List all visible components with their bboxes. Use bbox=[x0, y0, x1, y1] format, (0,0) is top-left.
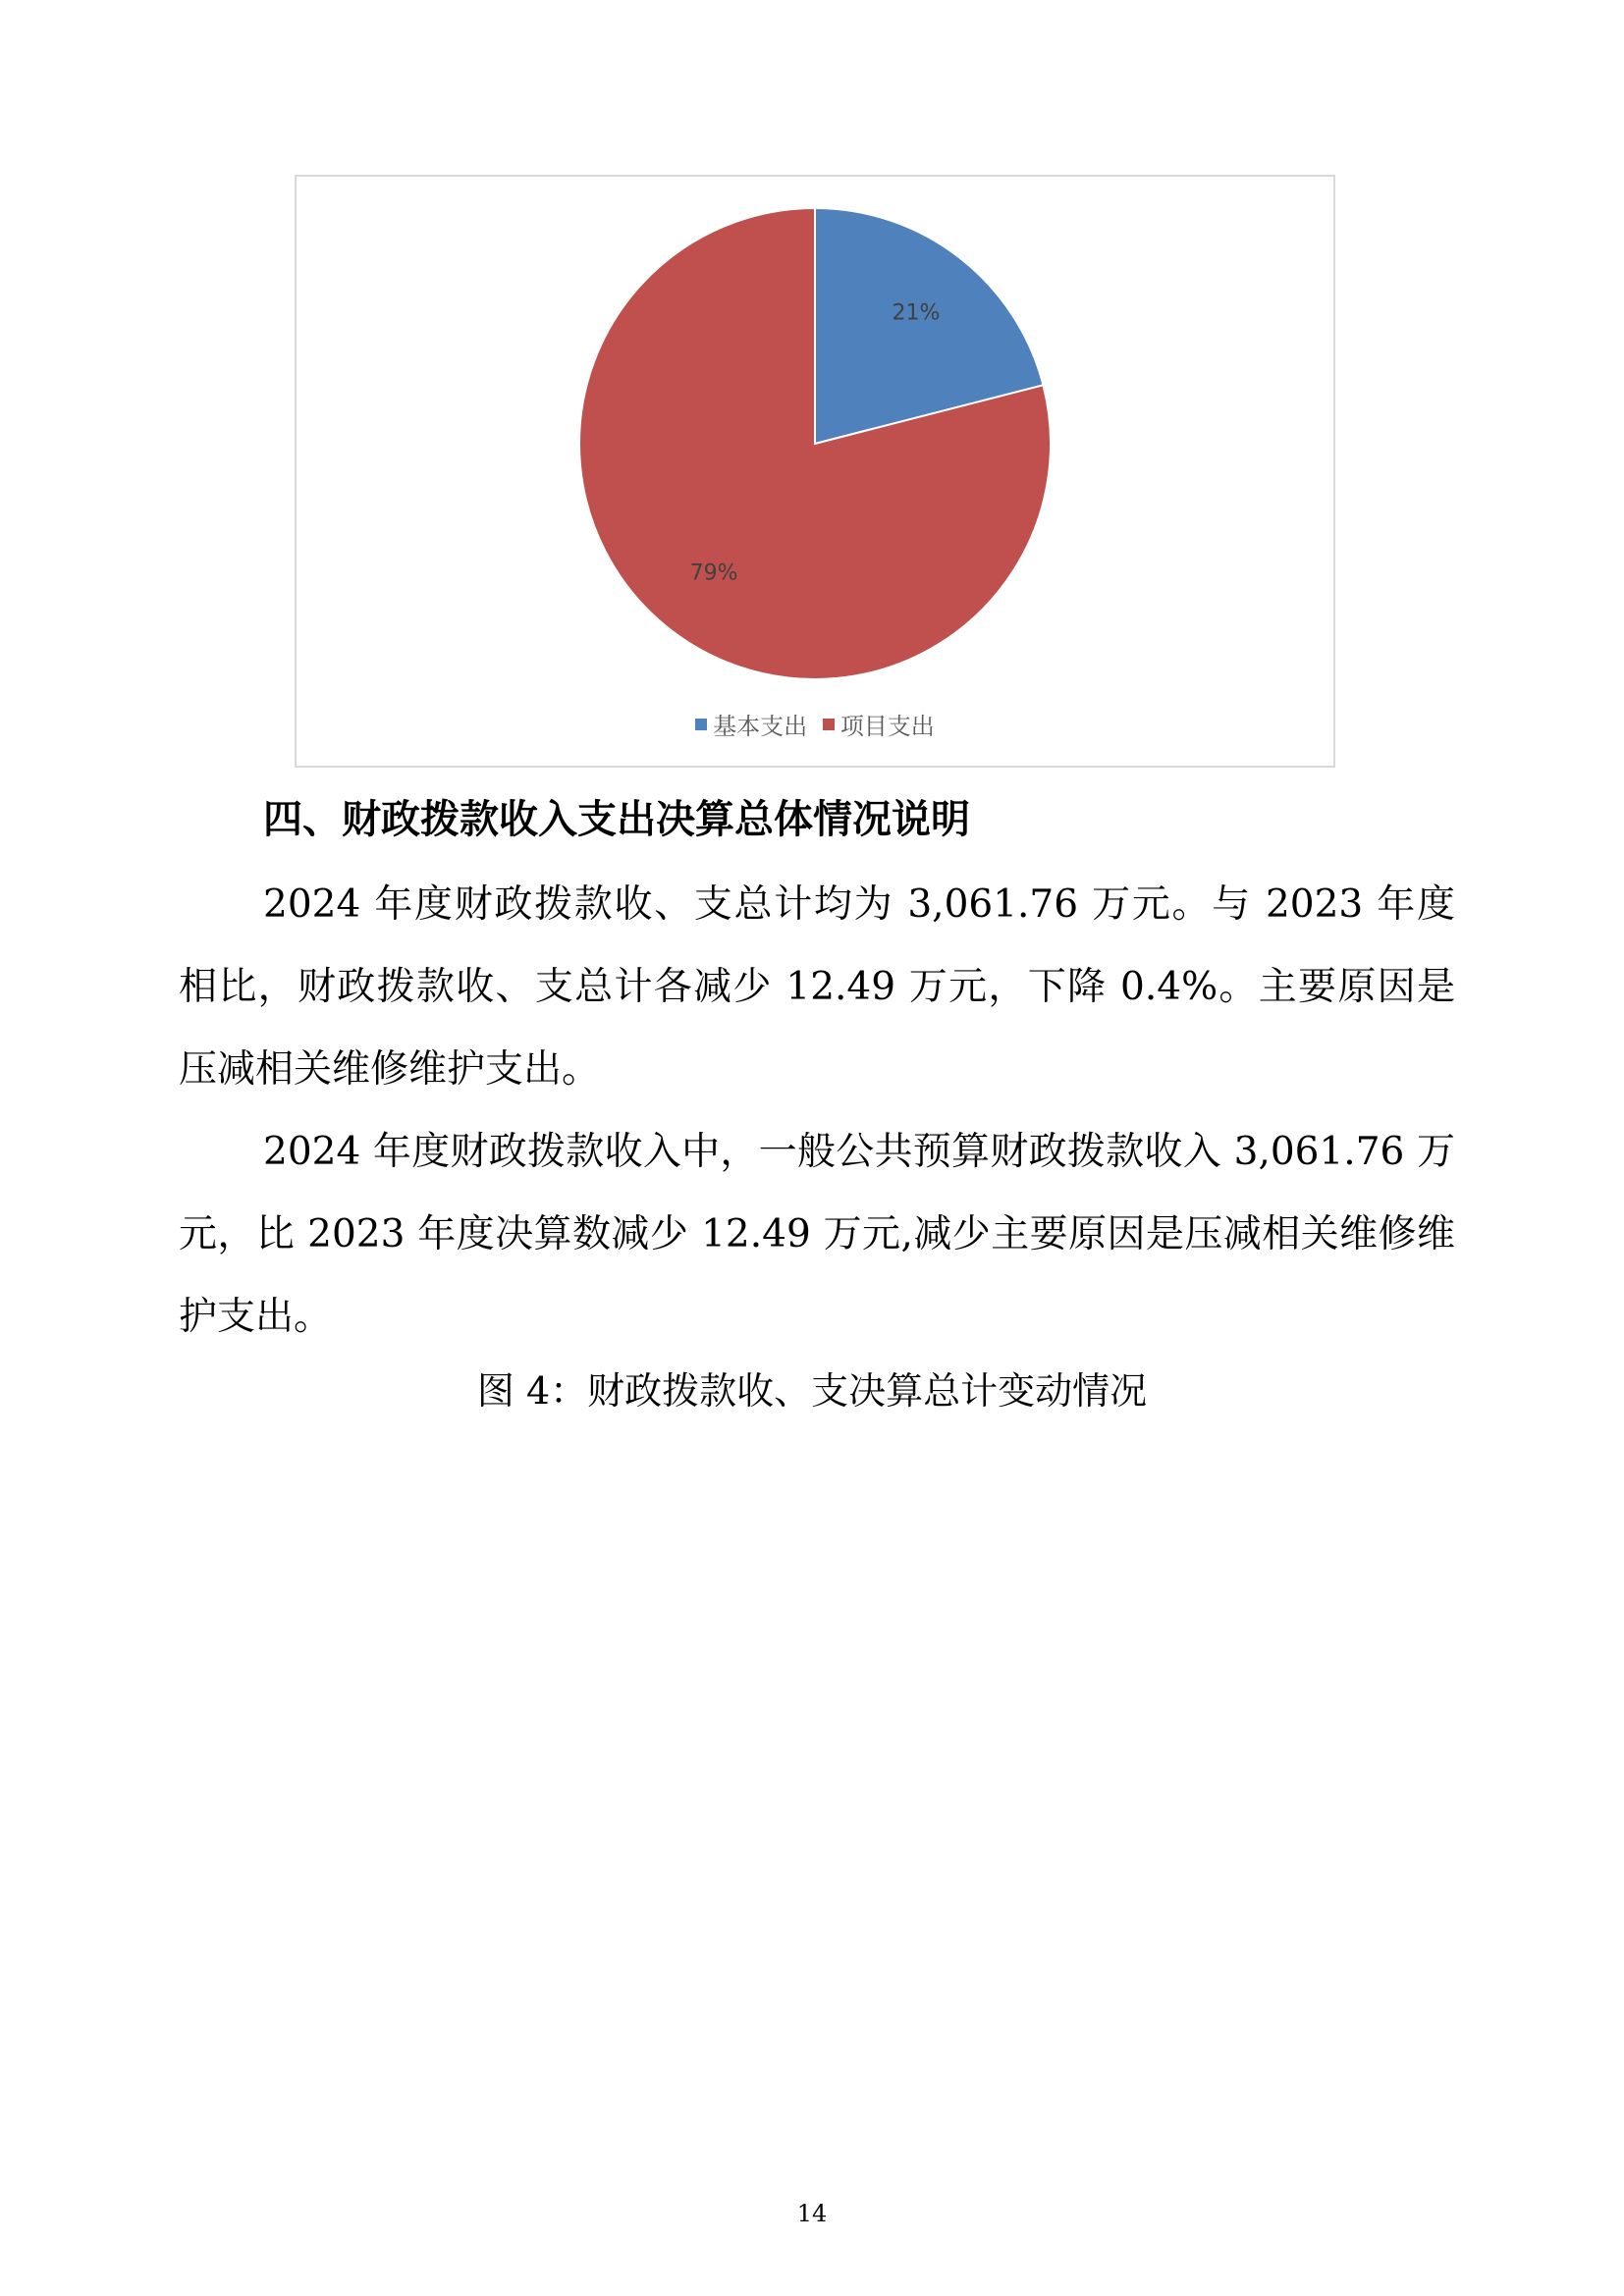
paragraph-income-detail: 2024 年度财政拨款收入中，一般公共预算财政拨款收入 3,061.76 万元，比 2023 年度决算数减少 12.49 万元,减少主要原因是压减相关维修维护支出。 bbox=[179, 1130, 1455, 1339]
legend-item-basic bbox=[695, 707, 807, 741]
pie-chart bbox=[295, 175, 1335, 768]
paragraph-total-change: 2024 年度财政拨款收、支总计均为 3,061.76 万元。与 2023 年度相比，财政拨款收、支总计各减少 12.49 万元，下降 0.4%。主要原因是压减相关维修维护支出。 bbox=[179, 882, 1455, 1092]
legend-item-project bbox=[823, 707, 935, 741]
pie-chart-canvas bbox=[297, 177, 1333, 766]
legend-label-project: 项目支出 bbox=[839, 713, 935, 740]
data-label-basic: 21% bbox=[892, 300, 941, 326]
data-label-project: 79% bbox=[689, 561, 738, 586]
legend-label-basic: 基本支出 bbox=[713, 713, 808, 740]
figure-caption: 图 4：财政拨款收、支决算总计变动情况 bbox=[476, 1369, 1148, 1413]
section-heading: 四、财政拨款收入支出决算总体情况说明 bbox=[263, 797, 970, 842]
chart-legend bbox=[297, 707, 1333, 741]
page-number: 14 bbox=[796, 2200, 828, 2227]
legend-swatch-project bbox=[823, 719, 835, 730]
legend-swatch-basic bbox=[695, 719, 707, 730]
